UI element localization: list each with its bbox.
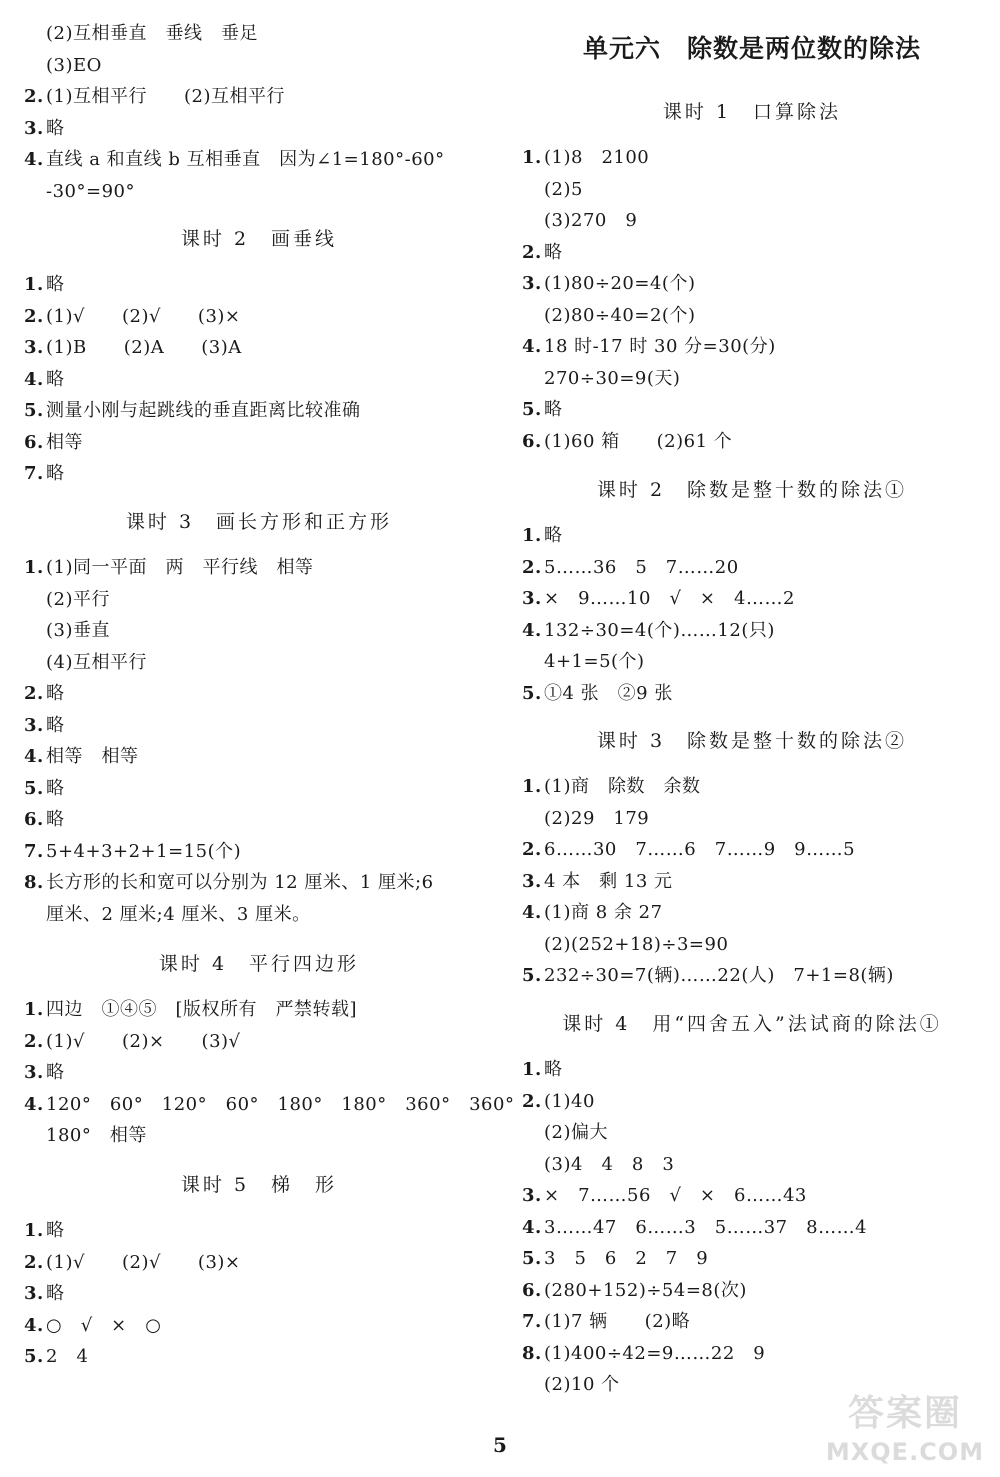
- answer-line: [24, 1282, 65, 1306]
- watermark: [820, 1392, 990, 1472]
- answer-line: [522, 650, 645, 674]
- answer-line: [522, 1121, 608, 1145]
- answer-text: 略: [46, 1062, 65, 1083]
- answer-line: [522, 807, 649, 831]
- answer-line: [522, 524, 563, 548]
- answer-text: 略: [544, 525, 563, 546]
- answer-line: [24, 54, 102, 78]
- answer-line: [522, 1184, 807, 1208]
- answer-line: [24, 1219, 65, 1243]
- question-number: 5.: [24, 400, 44, 421]
- answer-text: ○ √ × ○: [46, 1314, 162, 1336]
- answer-text: × 7……56 √ × 6……43: [544, 1185, 807, 1206]
- answer-line: [24, 714, 65, 738]
- answer-line: [522, 1342, 765, 1366]
- answer-text: 略: [46, 683, 65, 704]
- section-heading: 课时 4 用“四舍五入”法试商的除法①: [562, 1013, 942, 1035]
- question-number: 2.: [24, 1030, 44, 1052]
- answer-line: [24, 336, 242, 360]
- answer-line: [522, 682, 673, 706]
- question-number: 5.: [24, 1346, 44, 1367]
- answer-line: [522, 178, 583, 202]
- question-number: 5.: [24, 777, 44, 799]
- answer-line: [24, 556, 314, 580]
- answer-text: 略: [46, 463, 65, 484]
- answer-line: [24, 273, 65, 297]
- answer-line: [24, 903, 311, 927]
- section-heading: 课时 5 梯 形: [180, 1174, 338, 1196]
- answer-line: [24, 1093, 514, 1117]
- answer-line: [522, 901, 663, 925]
- answer-text: (1)商 8 余 27: [544, 902, 663, 923]
- question-number: 1.: [522, 525, 542, 546]
- question-number: 7.: [522, 1311, 542, 1332]
- answer-line: [522, 964, 894, 988]
- answer-text: 相等: [46, 431, 83, 453]
- question-number: 2.: [24, 305, 44, 327]
- section-heading: 课时 4 平行四边形: [158, 953, 360, 975]
- answer-line: [24, 1061, 65, 1085]
- question-number: 5.: [522, 682, 542, 704]
- answer-line: [24, 682, 65, 706]
- answer-text: (1)40: [544, 1090, 595, 1112]
- answer-line: [522, 1279, 747, 1303]
- question-number: 1.: [24, 999, 44, 1020]
- question-number: 2.: [522, 1090, 542, 1112]
- answer-text: 120° 60° 120° 60° 180° 180° 360° 360°: [46, 1093, 515, 1115]
- answer-text: (1)60 箱 (2)61 个: [544, 430, 733, 452]
- answer-line: [522, 146, 649, 170]
- answer-text: (1)400÷42=9……22 9: [544, 1342, 766, 1364]
- answer-text: 6……30 7……6 7……9 9……5: [544, 839, 856, 860]
- question-number: 1.: [24, 1220, 44, 1241]
- answer-text: 3 5 6 2 7 9: [544, 1248, 709, 1269]
- question-number: 3.: [522, 273, 542, 294]
- question-number: 2.: [24, 1251, 44, 1273]
- section-heading: 课时 1 口算除法: [662, 101, 842, 123]
- question-number: 8.: [522, 1342, 542, 1364]
- answer-line: [522, 209, 637, 233]
- answer-text: 略: [46, 117, 65, 139]
- answer-line: [24, 399, 361, 423]
- answer-text: 270÷30=9(天): [544, 367, 681, 389]
- answer-line: [522, 367, 680, 391]
- answer-line: [522, 304, 695, 328]
- answer-line: [522, 619, 775, 643]
- section-heading: 课时 3 画长方形和正方形: [125, 511, 393, 533]
- answer-text: 232÷30=7(辆)……22(人) 7+1=8(辆): [544, 965, 894, 986]
- answer-text: (3)垂直: [46, 620, 110, 641]
- answer-text: 长方形的长和宽可以分别为 12 厘米、1 厘米;6: [46, 872, 434, 893]
- question-number: 1.: [24, 274, 44, 295]
- question-number: 8.: [24, 872, 44, 893]
- answer-text: (2)互相垂直 垂线 垂足: [46, 23, 258, 44]
- answer-text: (1)√ (2)× (3)√: [46, 1030, 241, 1052]
- answer-line: [24, 431, 83, 455]
- answer-text: (2)平行: [46, 588, 110, 610]
- answer-line: [522, 933, 728, 957]
- question-number: 1.: [522, 1059, 542, 1080]
- question-number: 3.: [522, 588, 542, 609]
- question-number: 5.: [522, 399, 542, 420]
- answer-line: [522, 1058, 563, 1082]
- watermark-url: MXQE.COM: [825, 1438, 985, 1466]
- answer-text: (3)270 9: [544, 210, 638, 231]
- answer-text: 测量小刚与起跳线的垂直距离比较准确: [46, 400, 361, 421]
- answer-line: [24, 1124, 147, 1148]
- answer-line: [24, 117, 65, 141]
- answer-text: (2)80÷40=2(个): [544, 304, 696, 326]
- answer-text: (1)B (2)A (3)A: [46, 337, 242, 358]
- answer-text: 略: [544, 1059, 563, 1080]
- page-number: 5: [493, 1433, 507, 1457]
- answer-text: 厘米、2 厘米;4 厘米、3 厘米。: [46, 903, 311, 925]
- answer-text: 相等 相等: [46, 746, 139, 767]
- answer-line: [522, 838, 855, 862]
- answer-text: 略: [46, 809, 65, 830]
- answer-text: 132÷30=4(个)……12(只): [544, 619, 775, 641]
- answer-line: [24, 148, 445, 172]
- answer-text: 略: [46, 368, 65, 390]
- question-number: 3.: [24, 337, 44, 358]
- question-number: 6.: [522, 1279, 542, 1301]
- question-number: 7.: [24, 463, 44, 484]
- question-number: 4.: [522, 1216, 542, 1238]
- answer-line: [522, 398, 563, 422]
- answer-text: 略: [46, 274, 65, 295]
- answer-text: 略: [46, 777, 65, 799]
- answer-text: (1)80÷20=4(个): [544, 273, 696, 294]
- answer-text: 四边 ①④⑤ [版权所有 严禁转载]: [46, 999, 358, 1020]
- answer-line: [24, 462, 65, 486]
- question-number: 1.: [522, 147, 542, 168]
- answer-text: (3)EO: [46, 54, 102, 76]
- answer-line: [522, 775, 701, 799]
- answer-line: [24, 871, 434, 895]
- answer-text: (1)√ (2)√ (3)×: [46, 305, 241, 327]
- answer-text: 5……36 5 7……20: [544, 556, 739, 578]
- answer-line: [522, 870, 673, 894]
- answer-text: 略: [544, 399, 563, 420]
- answer-line: [522, 272, 695, 296]
- answer-line: [24, 368, 65, 392]
- section-heading: 课时 3 除数是整十数的除法②: [596, 730, 908, 752]
- question-number: 4.: [24, 1314, 44, 1336]
- answer-text: (2)10 个: [544, 1374, 620, 1395]
- answer-text: (1)同一平面 两 平行线 相等: [46, 557, 314, 578]
- answer-text: 直线 a 和直线 b 互相垂直 因为∠1=180°-60°: [46, 149, 445, 170]
- question-number: 5.: [522, 965, 542, 986]
- question-number: 4.: [24, 149, 44, 170]
- answer-line: [24, 840, 241, 864]
- question-number: 4.: [522, 619, 542, 641]
- answer-line: [24, 777, 65, 801]
- answer-line: [24, 588, 110, 612]
- answer-text: 2 4: [46, 1346, 89, 1367]
- question-number: 4.: [522, 902, 542, 923]
- answer-text: 略: [46, 1283, 65, 1304]
- answer-line: [522, 556, 739, 580]
- section-heading: 课时 2 画垂线: [180, 228, 338, 250]
- answer-line: [24, 745, 139, 769]
- answer-line: [24, 808, 65, 832]
- question-number: 4.: [24, 368, 44, 390]
- answer-text: (1)√ (2)√ (3)×: [46, 1251, 241, 1273]
- answer-text: 4+1=5(个): [544, 651, 645, 672]
- answer-line: [522, 587, 795, 611]
- question-number: 3.: [24, 1062, 44, 1083]
- question-number: 3.: [522, 870, 542, 892]
- answer-line: [24, 1345, 88, 1369]
- answer-text: (2)5: [544, 178, 583, 200]
- question-number: 5.: [522, 1248, 542, 1269]
- answer-line: [522, 1373, 620, 1397]
- answer-text: (4)互相平行: [46, 651, 147, 673]
- answer-line: [24, 1251, 241, 1275]
- answer-text: 5+4+3+2+1=15(个): [46, 840, 242, 862]
- question-number: 7.: [24, 840, 44, 862]
- watermark-logo: 答案圈: [847, 1393, 962, 1434]
- answer-text: 3……47 6……3 5……37 8……4: [544, 1216, 868, 1238]
- section-heading: 课时 2 除数是整十数的除法①: [596, 479, 908, 501]
- question-number: 1.: [522, 776, 542, 797]
- question-number: 4.: [24, 746, 44, 767]
- answer-text: 4 本 剩 13 元: [544, 870, 673, 892]
- answer-text: (1)互相平行 (2)互相平行: [46, 86, 285, 107]
- question-number: 3.: [522, 1185, 542, 1206]
- answer-text: (1)7 辆 (2)略: [544, 1311, 691, 1332]
- unit-title: 单元六 除数是两位数的除法: [582, 34, 921, 63]
- question-number: 4.: [24, 1093, 44, 1115]
- answer-text: -30°=90°: [46, 180, 135, 202]
- answer-text: (3)4 4 8 3: [544, 1153, 675, 1175]
- question-number: 2.: [24, 683, 44, 704]
- question-number: 6.: [24, 431, 44, 453]
- answer-text: (280+152)÷54=8(次): [544, 1279, 747, 1301]
- answer-line: [24, 1314, 161, 1338]
- question-number: 3.: [24, 714, 44, 736]
- question-number: 2.: [24, 86, 44, 107]
- answer-text: (1)商 除数 余数: [544, 776, 701, 797]
- answer-text: 18 时-17 时 30 分=30(分): [544, 336, 776, 357]
- answer-text: (2)偏大: [544, 1122, 608, 1143]
- question-number: 6.: [24, 809, 44, 830]
- answer-line: [24, 180, 135, 204]
- answer-line: [522, 430, 732, 454]
- answer-line: [522, 1310, 690, 1334]
- answer-text: (2)29 179: [544, 807, 650, 829]
- answer-text: 略: [46, 714, 65, 736]
- answer-line: [24, 1030, 241, 1054]
- answer-line: [24, 998, 357, 1022]
- answer-line: [522, 1090, 595, 1114]
- answer-line: [24, 305, 241, 329]
- question-number: 3.: [24, 117, 44, 139]
- answer-text: 略: [46, 1220, 65, 1241]
- answer-line: [24, 22, 258, 46]
- answer-line: [522, 1247, 708, 1271]
- answer-line: [24, 85, 285, 109]
- question-number: 2.: [522, 556, 542, 578]
- answer-line: [522, 1153, 674, 1177]
- question-number: 2.: [522, 839, 542, 860]
- answer-text: ①4 张 ②9 张: [544, 682, 673, 704]
- answer-line: [24, 651, 147, 675]
- question-number: 1.: [24, 557, 44, 578]
- question-number: 4.: [522, 336, 542, 357]
- answer-line: [522, 335, 776, 359]
- answer-line: [24, 619, 110, 643]
- answer-text: 略: [544, 241, 563, 263]
- question-number: 6.: [522, 430, 542, 452]
- answer-line: [522, 1216, 867, 1240]
- answer-text: (1)8 2100: [544, 147, 650, 168]
- answer-text: (2)(252+18)÷3=90: [544, 933, 729, 955]
- answer-line: [522, 241, 563, 265]
- answer-text: 180° 相等: [46, 1125, 147, 1146]
- question-number: 3.: [24, 1283, 44, 1304]
- question-number: 2.: [522, 241, 542, 263]
- answer-text: × 9……10 √ × 4……2: [544, 588, 795, 609]
